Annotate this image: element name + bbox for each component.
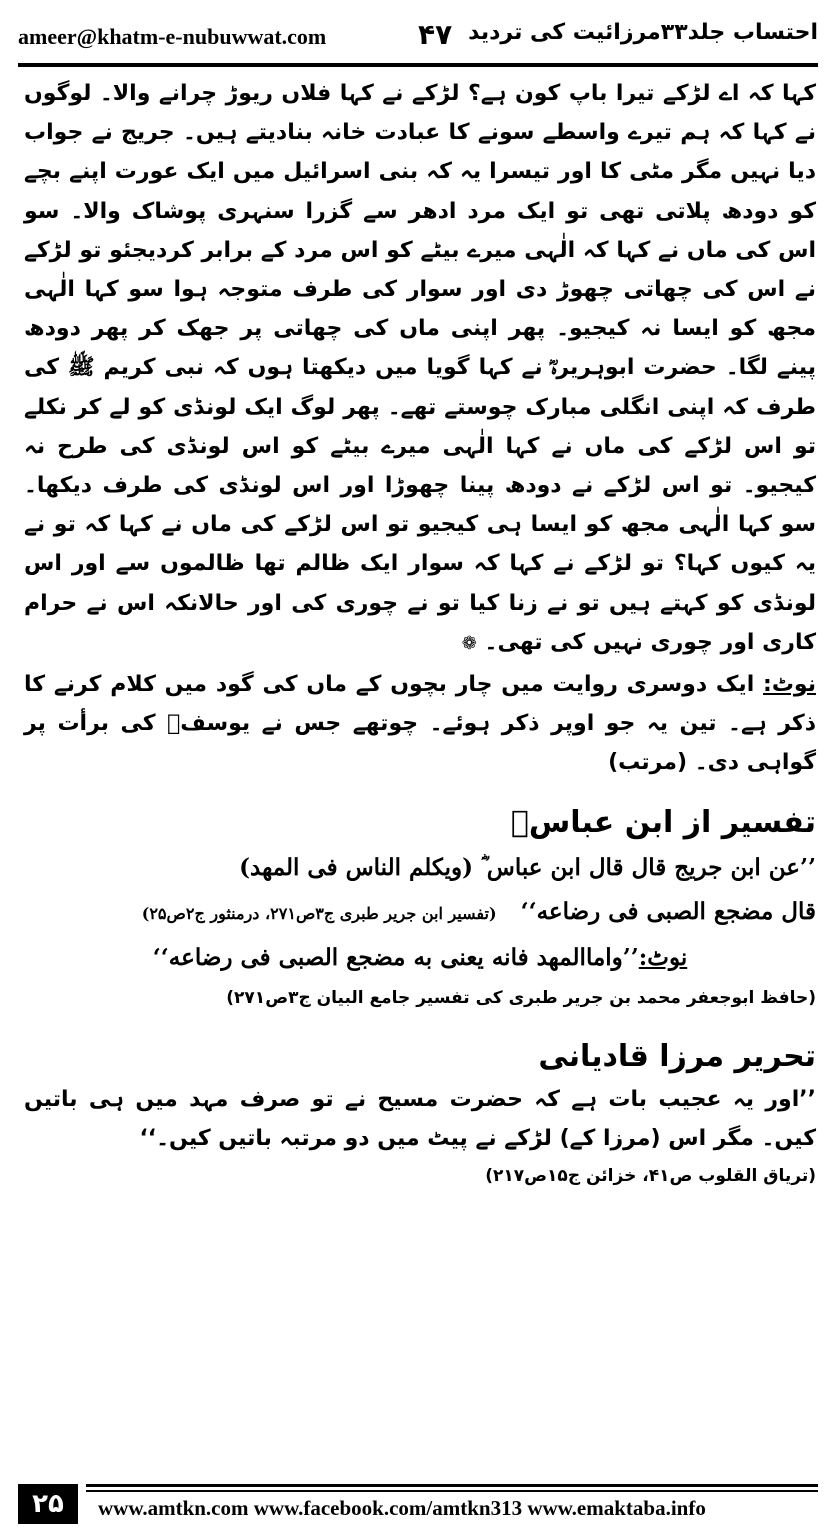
page-header: [18, 18, 818, 60]
section-1-note-reference: (حافظ ابوجعفر محمد بن جریر طبری کی تفسیر جامع البیان ج۳ص۲۷۱): [226, 988, 816, 1009]
section-1-quote-reference: (تفسیر ابن جریر طبری ج۳ص۲۷۱، درمنثور ج۲ص۲۵): [141, 904, 497, 924]
body-paragraph: [24, 74, 816, 663]
section-2-reference: (تریاق القلوب ص۴۱، خزائن ج۱۵ص۲۱۷): [485, 1166, 816, 1187]
section-1-note: [24, 936, 816, 980]
note-1-text: ایک دوسری روایت میں چار بچوں کے ماں کی گود میں کلام کرنے کا ذکر ہے۔ تین یہ جو اوپر ذکر ہوئے۔ چوتھے جس نے یوسفؑ کی برأت پر گواہی دی۔: [24, 672, 816, 776]
section-1-note-text: ’’واماالمهد فانه یعنی به مضجع الصبی فی رضاعه‘‘: [152, 944, 639, 972]
section-1-quote-line-1: ’’عن ابن جریج قال قال ابن عباس ؓ (ویکلم الناس فی المهد): [239, 854, 816, 882]
footer-rules: [86, 1484, 818, 1492]
header-email: ameer@khatm-e-nubuwwat.com: [18, 24, 327, 49]
note-1: [24, 665, 816, 782]
section-1-quote-line-2-text: قال مضجع الصبی فی رضاعه‘‘: [520, 898, 816, 926]
section-1-quote-line-2: [24, 890, 816, 936]
page-footer: [18, 1484, 818, 1534]
note-1-label: نوٹ:: [763, 672, 816, 698]
section-2-quote: ’’اور یہ عجیب بات ہے کہ حضرت مسیح نے تو صرف مہد میں ہی باتیں کیں۔ مگر اس (مرزا کے) لڑکے نے پیٹ میں دو مرتبہ باتیں کیں۔‘‘: [24, 1087, 816, 1152]
note-1-compiler: (مرتب): [608, 750, 688, 776]
footer-page-number: ۲۵: [18, 1484, 78, 1524]
section-2-heading: تحریر مرزا قادیانی: [538, 1039, 816, 1075]
header-page-number: ۴۷: [418, 18, 453, 51]
page-content: [24, 74, 816, 1194]
end-marker: ❁: [461, 632, 477, 654]
footer-links: www.amtkn.com www.facebook.com/amtkn313 www.emaktaba.info: [98, 1496, 706, 1520]
header-book-title: احتساب جلد۳۳مرزائیت کی تردید: [468, 20, 818, 45]
section-1-heading: تفسیر از ابن عباسؓ: [510, 805, 816, 841]
header-rule: [18, 63, 818, 67]
body-text: کہا کہ اے لڑکے تیرا باپ کون ہے؟ لڑکے نے کہا فلاں ریوڑ چرانے والا۔ لوگوں نے کہا کہ ہم تیرے واسطے سونے کا عبادت خانہ بنادیتے ہیں۔ جریج نے جواب دیا نہیں مگر مٹی کا اور تیسرا یہ کہ بنی اسرائیل میں ایک عورت اپنے بچے کو دودھ پلاتی تھی تو ایک مرد ادھر سے گزرا سنہری پوشاک والا۔ سو اس کی ماں نے کہا کہ الٰہی میرے بیٹے کو اس مرد کے برابر کردیجئو تو لڑکے نے اس کی چھاتی چھوڑ دی اور سوار کی طرف متوجہ ہوا سو کہا الٰہی مجھ کو ایسا نہ کیجیو۔ پھر اپنی ماں کی چھاتی پر جھک کر پھر دودھ پینے لگا۔ حضرت ابوہریرہؓ نے کہا گویا میں دیکھتا ہوں کہ نبی کریم ﷺ کی طرف کہ اپنی انگلی مبارک چوستے تھے۔ پھر لوگ ایک لونڈی کو لے کر نکلے تو اس لڑکے کی ماں نے کہا الٰہی میرے بیٹے کو اس لونڈی کی طرح نہ کیجیو۔ تو اس لڑکے نے دودھ پینا چھوڑا اور اس لونڈی کی طرف دیکھا۔ سو کہا الٰہی مجھ کو ایسا ہی کیجیو تو اس لڑکے کی ماں نے کہا کہ تو نے یہ کیوں کہا؟ تو لڑکے نے کہا کہ سوار ایک ظالم تھا ظالموں سے اور اس لونڈی کو کہتے ہیں تو نے زنا کیا تو نے چوری کی اور حالانکہ اس نے حرام کاری اور چوری نہیں کی تھی۔: [24, 81, 816, 655]
section-1-note-label: نوٹ:: [638, 944, 688, 972]
